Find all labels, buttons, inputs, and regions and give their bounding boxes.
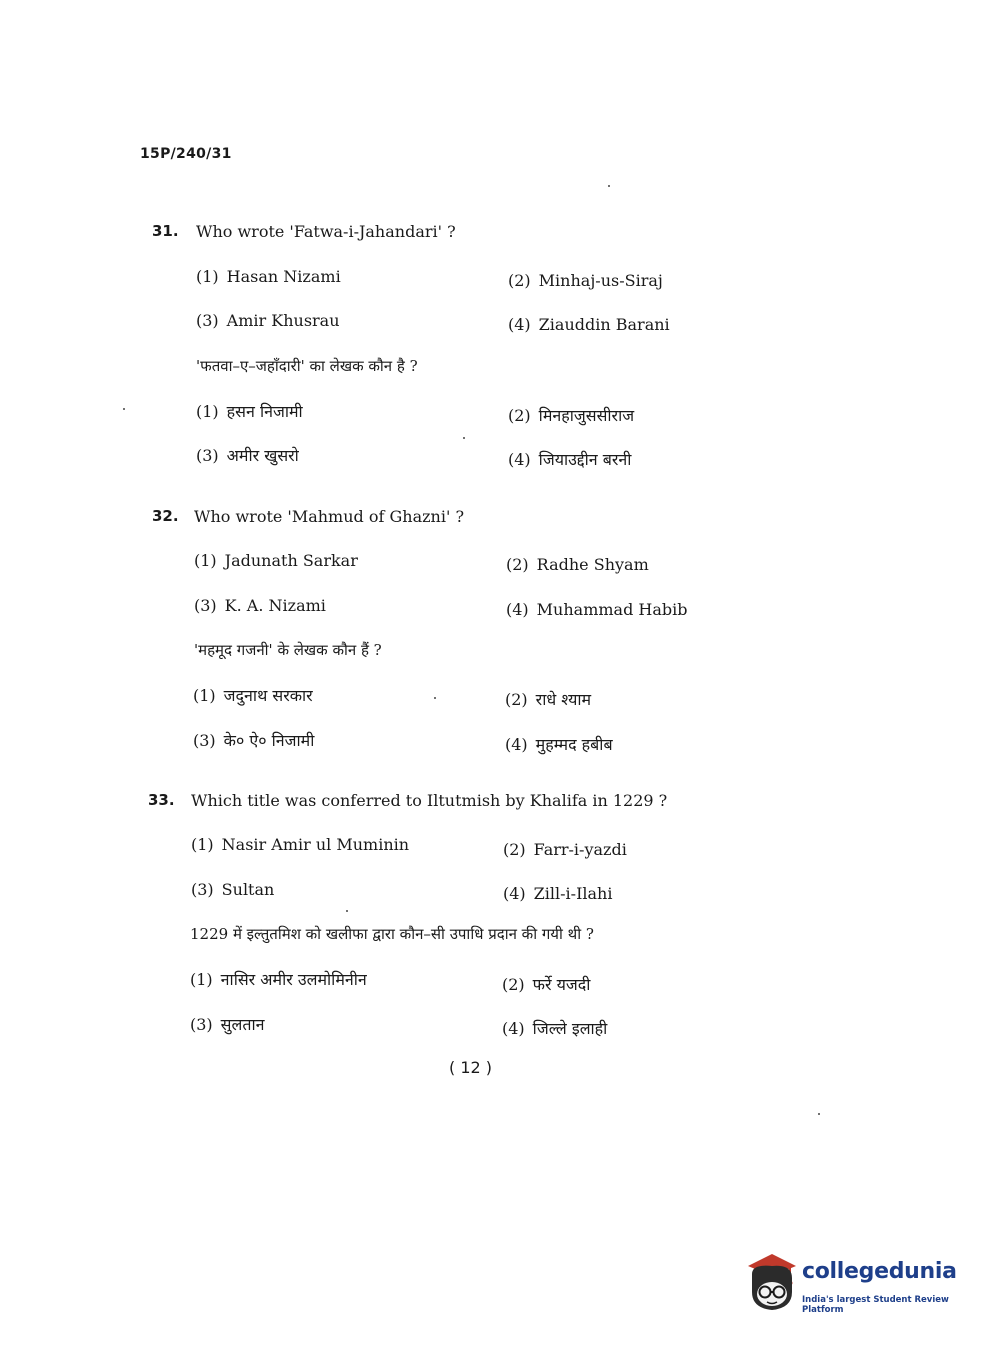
question-number: 31.: [152, 222, 179, 240]
scan-speck: [818, 1113, 820, 1115]
option-2-en: (2) Radhe Shyam: [506, 555, 649, 574]
question-text-en: Who wrote 'Fatwa-i-Jahandari' ?: [196, 222, 456, 241]
option-3-hi: (3) सुलतान: [190, 1015, 265, 1034]
scan-speck: [346, 910, 348, 912]
scan-speck: [123, 408, 125, 410]
scan-speck: [608, 185, 610, 187]
option-2-hi: (2) फर्रे यजदी: [502, 975, 591, 994]
option-4-en: (4) Zill-i-Ilahi: [503, 884, 613, 903]
option-3-en: (3) K. A. Nizami: [194, 596, 326, 615]
question-text-en: Which title was conferred to Iltutmish by Khalifa in 1229 ?: [191, 791, 668, 810]
brand-name: collegedunia: [802, 1259, 957, 1284]
option-1-en: (1) Jadunath Sarkar: [194, 551, 358, 570]
page-number: ( 12 ): [449, 1058, 493, 1077]
question-text-hi: 'महमूद गजनी' के लेखक कौन हैं ?: [194, 641, 382, 659]
option-4-en: (4) Ziauddin Barani: [508, 315, 670, 334]
question-text-hi: 'फतवा–ए–जहाँदारी' का लेखक कौन है ?: [196, 357, 418, 375]
option-4-hi: (4) जिल्ले इलाही: [502, 1019, 608, 1038]
option-4-en: (4) Muhammad Habib: [506, 600, 688, 619]
scan-speck: [434, 697, 436, 699]
option-1-en: (1) Hasan Nizami: [196, 267, 341, 286]
option-3-hi: (3) के० ऐ० निजामी: [193, 731, 315, 750]
option-3-hi: (3) अमीर खुसरो: [196, 446, 299, 465]
question-number: 32.: [152, 507, 179, 525]
brand-tagline: India's largest Student Review Platform: [802, 1295, 949, 1315]
option-4-hi: (4) जियाउद्दीन बरनी: [508, 450, 632, 469]
collegedunia-watermark: [742, 1252, 972, 1318]
option-1-hi: (1) हसन निजामी: [196, 402, 303, 421]
option-4-hi: (4) मुहम्मद हबीब: [505, 735, 613, 754]
option-2-hi: (2) राधे श्याम: [505, 690, 592, 709]
question-text-en: Who wrote 'Mahmud of Ghazni' ?: [194, 507, 465, 526]
paper-code: 15P/240/31: [140, 146, 232, 162]
option-1-hi: (1) नासिर अमीर उलमोमिनीन: [190, 970, 367, 989]
mascot-logo-icon: [742, 1252, 798, 1314]
question-text-hi: 1229 में इल्तुतमिश को खलीफा द्वारा कौन–सी उपाधि प्रदान की गयी थी ?: [190, 925, 594, 943]
option-2-hi: (2) मिनहाजुससीराज: [508, 406, 635, 425]
question-number: 33.: [148, 791, 175, 809]
option-1-en: (1) Nasir Amir ul Muminin: [191, 835, 410, 854]
option-2-en: (2) Minhaj-us-Siraj: [508, 271, 663, 290]
option-1-hi: (1) जदुनाथ सरकार: [193, 686, 313, 705]
scan-speck: [463, 437, 465, 439]
option-3-en: (3) Sultan: [191, 880, 275, 899]
option-3-en: (3) Amir Khusrau: [196, 311, 340, 330]
option-2-en: (2) Farr-i-yazdi: [503, 840, 627, 859]
